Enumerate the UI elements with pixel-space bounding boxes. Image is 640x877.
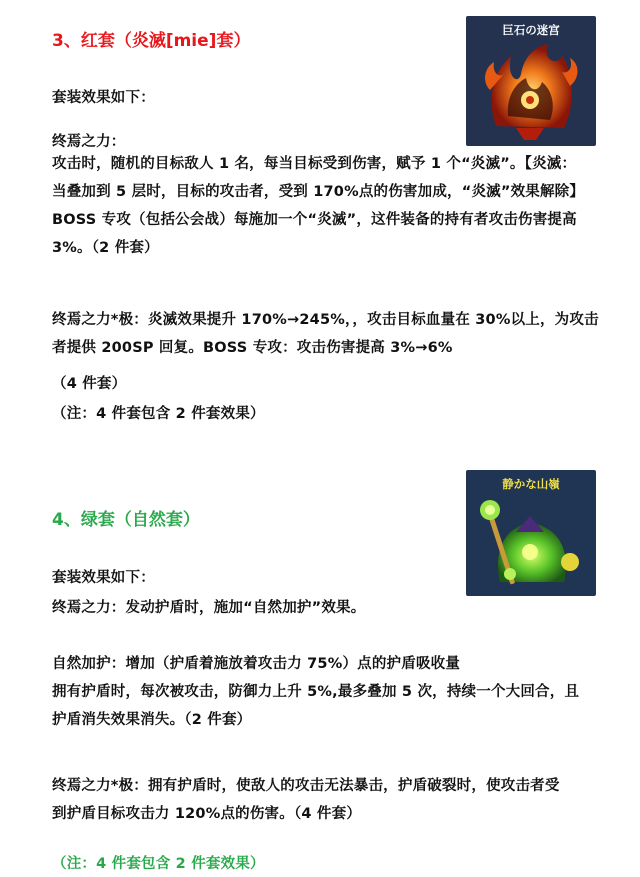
green-set-power-line: 终焉之力：发动护盾时，施加“自然加护”效果。	[52, 600, 366, 616]
red-set-extreme-line: 者提供 200SP 回复。BOSS 专攻：攻击伤害提高 3%→6%	[52, 340, 453, 356]
red-set-equipment-image	[466, 16, 596, 146]
red-set-power-line: 3%。（2 件套）	[52, 240, 159, 256]
red-set-title: 3、红套（炎滅[mie]套）	[52, 31, 251, 51]
green-set-protect-line: 自然加护：增加（护盾着施放着攻击力 75%）点的护盾吸收量	[52, 656, 461, 672]
green-set-extreme-line: 终焉之力*极：拥有护盾时，使敌人的攻击无法暴击，护盾破裂时，使攻击者受	[52, 778, 560, 794]
red-set-power-line: 攻击时，随机的目标敌人 1 名，每当目标受到伤害，赋予 1 个“炎滅”。【炎滅：	[52, 156, 577, 172]
green-set-extreme-line: 到护盾目标攻击力 120%点的伤害。（4 件套）	[52, 806, 362, 822]
green-set-note: （注：4 件套包含 2 件套效果）	[52, 856, 265, 872]
red-set-power-line: BOSS 专攻（包括公会战）每施加一个“炎滅”，这件装备的持有者攻击伤害提高	[52, 212, 577, 228]
red-set-power-heading: 终焉之力：	[52, 134, 126, 150]
red-set-note: （注：4 件套包含 2 件套效果）	[52, 406, 265, 422]
green-set-intro: 套装效果如下：	[52, 570, 155, 586]
red-set-intro: 套装效果如下：	[52, 90, 155, 106]
green-set-image-label: 静かな山嶺	[502, 477, 560, 491]
red-set-power-description	[52, 150, 584, 262]
green-set-protect-description	[52, 650, 579, 734]
green-set-protect-line: 拥有护盾时，每次被攻击，防御力上升 5%,最多叠加 5 次，持续一个大回合，且	[52, 684, 580, 700]
green-set-equipment-image	[466, 470, 596, 596]
red-set-image-label: 巨石の迷宫	[502, 23, 560, 37]
green-set-extreme-description	[52, 772, 560, 828]
green-set-title: 4、绿套（自然套）	[52, 510, 200, 530]
red-set-power-line: 当叠加到 5 层时，目标的攻击者，受到 170%点的伤害加成，“炎滅”效果解除】	[52, 184, 585, 200]
red-set-extreme-description	[52, 306, 599, 362]
red-set-extreme-line: 终焉之力*极：炎滅效果提升 170%→245%，，攻击目标血量在 30%以上，为攻击	[52, 312, 599, 328]
red-set-four-piece: （4 件套）	[52, 376, 127, 392]
green-set-protect-line: 护盾消失效果消失。（2 件套）	[52, 712, 252, 728]
